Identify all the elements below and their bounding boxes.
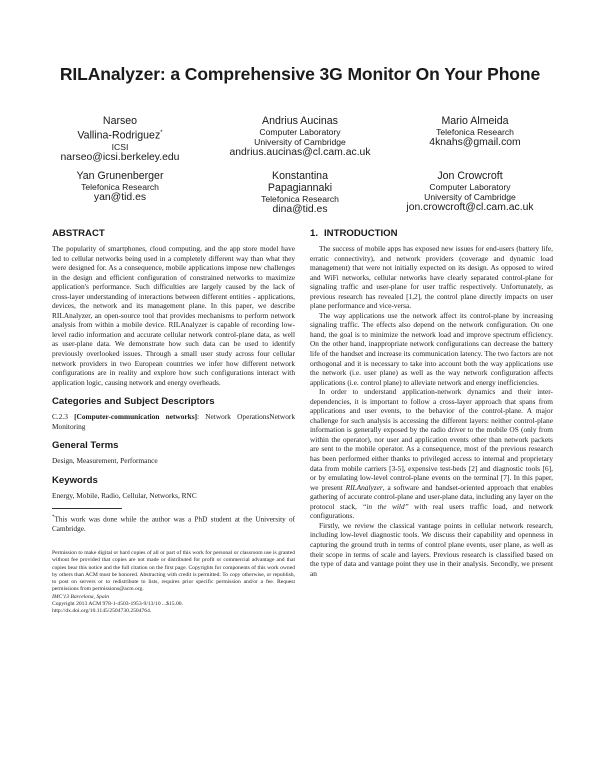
intro-paragraph: In order to understand application-network dynamics and their inter-dependencies, it is important to follow a cross-layer approach that spans from applications and user events, to the behavior of the control-plane. A major challenge for such analysis is accessing the different layers: neither control-plane information is generally exposed by the radio driver to the mobile OS (only from within the operator), nor user and application events other than network packets are sent to the mobile operator. As a consequence, most of the previous research has been performed either thanks to privileged access to internal and proprietary data from mobile carriers [3-5], expensive test-beds [2] and diagnostic tools [6], or by emulating low-level control-plane events on the terminal [7]. In this paper, we present RILAnalyzer, a software and handset-oriented approach that enables gathering of accurate control-plane and user-plane data, including any layer on the protocol stack, “in the wild” with real users traffic load, and network configurations. (310, 387, 553, 521)
footnote-mark: * (160, 130, 163, 136)
author-block (45, 170, 195, 204)
footnote (52, 513, 295, 534)
permission-venue: IMC'13 Barcelona, Spain (52, 593, 110, 600)
author-name: Andrius Aucinas (262, 115, 338, 127)
author-name-line2: Vallina-Rodriguez* (77, 129, 163, 142)
permission-doi: http://dx.doi.org/10.1145/2504730.2504764. (52, 608, 152, 615)
permission-copyright: Copyright 2013 ACM 978-1-4503-1953-9/13/10 ...$15.00. (52, 600, 183, 607)
footnote-rule (52, 508, 122, 509)
categories-rest: : Network OperationsNetwork Monitoring (52, 412, 296, 431)
footnote-mark: * (52, 515, 55, 521)
author-email: 4knahs@gmail.com (429, 137, 521, 148)
author-affiliation: ICSI (111, 141, 129, 152)
keywords-heading: Keywords (52, 474, 98, 486)
abstract-text: The popularity of smartphones, cloud computing, and the app store model have led to cellular networks being used in a completely different way than what they were designed for. As a consequence, mobile applications impose new challenges in the design and efficient configuration of constrained networks to maximize application's performance. Such difficulties are largely caused by the lack of cross-layer understanding of interactions between different entities - applications, devices, the network and its management plane. In this paper, we describe RILAnalyzer, an open-source tool that provides mechanisms to perform network analysis from within a mobile device. RILAnalyzer is capable of recording low-level radio information and accurate cellular network control-plane data, as well as user-plane data. We demonstrate how such data can be used to identify previously overlooked issues. Through a small user study across four cellular network providers in two European countries we infer how different network configurations are in reality and explore how such configurations interact with application logic, causing network and energy overheads. (52, 244, 295, 387)
categories-text (52, 412, 295, 431)
author-affiliation: Computer Laboratory (259, 127, 341, 137)
author-name: Konstantina (272, 170, 328, 182)
right-column (310, 228, 553, 578)
author-affiliation-line2: University of Cambridge (424, 192, 516, 202)
author-name: Yan Grunenberger (76, 170, 164, 182)
author-email: yan@tid.es (93, 192, 147, 203)
tool-name: RILAnalyzer (345, 482, 383, 492)
author-block (55, 115, 185, 164)
intro-number: 1. (310, 228, 319, 239)
author-affiliation: Telefonica Research (81, 182, 159, 192)
author-email: dina@tid.es (272, 204, 328, 215)
author-affiliation: Telefonica Research (436, 127, 514, 137)
paper-title: RILAnalyzer: a Comprehensive 3G Monitor On Your Phone (59, 64, 541, 84)
intro-paragraph: The way applications use the network affect its control-plane by increasing signaling traffic. The effects also depend on the network configuration. On one hand, the goal is to minimize the network load and improve spectrum efficiency. On the other hand, inappropriate network configurations can decrease the battery life of the handset and increase its communication latency. The two factors are not orthogonal and it is necessary to take into account both the way applications use the network (i.e. user plane) as well as the way network configuration affects applications (i.e. control plane) to alleviate network and energy inefficiencies. (310, 310, 553, 387)
keywords-text: Energy, Mobile, Radio, Cellular, Networks, RNC (52, 490, 197, 500)
intro-heading-text: INTRODUCTION (324, 228, 398, 239)
author-email: andrius.aucinas@cl.cam.ac.uk (229, 147, 371, 158)
categories-bold: [Computer-communication networks] (74, 412, 198, 422)
author-name: Jon Crowcroft (437, 170, 503, 182)
intro-heading (310, 228, 553, 240)
footnote-text: This work was done while the author was a PhD student at the University of Cambridge. (52, 515, 295, 533)
author-affiliation: Computer Laboratory (429, 182, 511, 192)
permission-text: Permission to make digital or hard copies of all or part of this work for personal or classroom use is granted without fee provided that copies are not made or distributed for profit or commercial advantage and that copies bear this notice and the full citation on the first page. Copyrights for components of this work owned by others than ACM must be honored. Abstracting with credit is permitted. To copy otherwise, or republish, to post on servers or to redistribute to lists, requires prior specific permission and/or a fee. Request permissions from permissions@acm.org. (52, 550, 295, 593)
permission-block (52, 550, 295, 615)
author-email: jon.crowcroft@cl.cam.ac.uk (406, 202, 534, 213)
quote-in-the-wild: “in the wild” (362, 501, 409, 511)
categories-code: C.2.3 (52, 412, 68, 422)
author-email: narseo@icsi.berkeley.edu (60, 151, 180, 163)
categories-heading: Categories and Subject Descriptors (52, 396, 215, 408)
author-block (380, 170, 560, 214)
terms-text: Design, Measurement, Performance (52, 456, 158, 466)
author-affiliation-line2: University of Cambridge (254, 137, 346, 147)
abstract-heading: ABSTRACT (52, 228, 105, 239)
left-column (52, 228, 295, 615)
author-name: Narseo (102, 115, 138, 127)
author-name-line2: Papagiannaki (267, 182, 333, 194)
intro-paragraph: Firstly, we review the classical vantage points in cellular network research, including low-level diagnostic tools. We discuss their capability and openness in capturing the ground truth in terms of control plane events, user plane, as well as their scope in terms of scale and layers. Previous research is classified based on the type of data and vantage point they use in their analysis. Secondly, we present an (310, 520, 553, 578)
author-affiliation: Telefonica Research (261, 194, 339, 204)
author-name: Mario Almeida (441, 115, 509, 127)
author-block (220, 115, 380, 159)
terms-heading: General Terms (52, 440, 119, 452)
author-block (395, 115, 555, 149)
intro-paragraph: The success of mobile apps has exposed new issues for end-users (battery life, erratic connectivity), and network providers (coverage and dynamic load management) that were not initially expected on its design. As opposed to wired and WiFi networks, cellular networks have clearly separated control-plane for signaling traffic and user-plane for user traffic respectively. Unfortunately, as previous research has revealed [1,2], the control plane directly impacts on user plane performance and vice-versa. (310, 244, 553, 311)
author-block (225, 170, 375, 216)
